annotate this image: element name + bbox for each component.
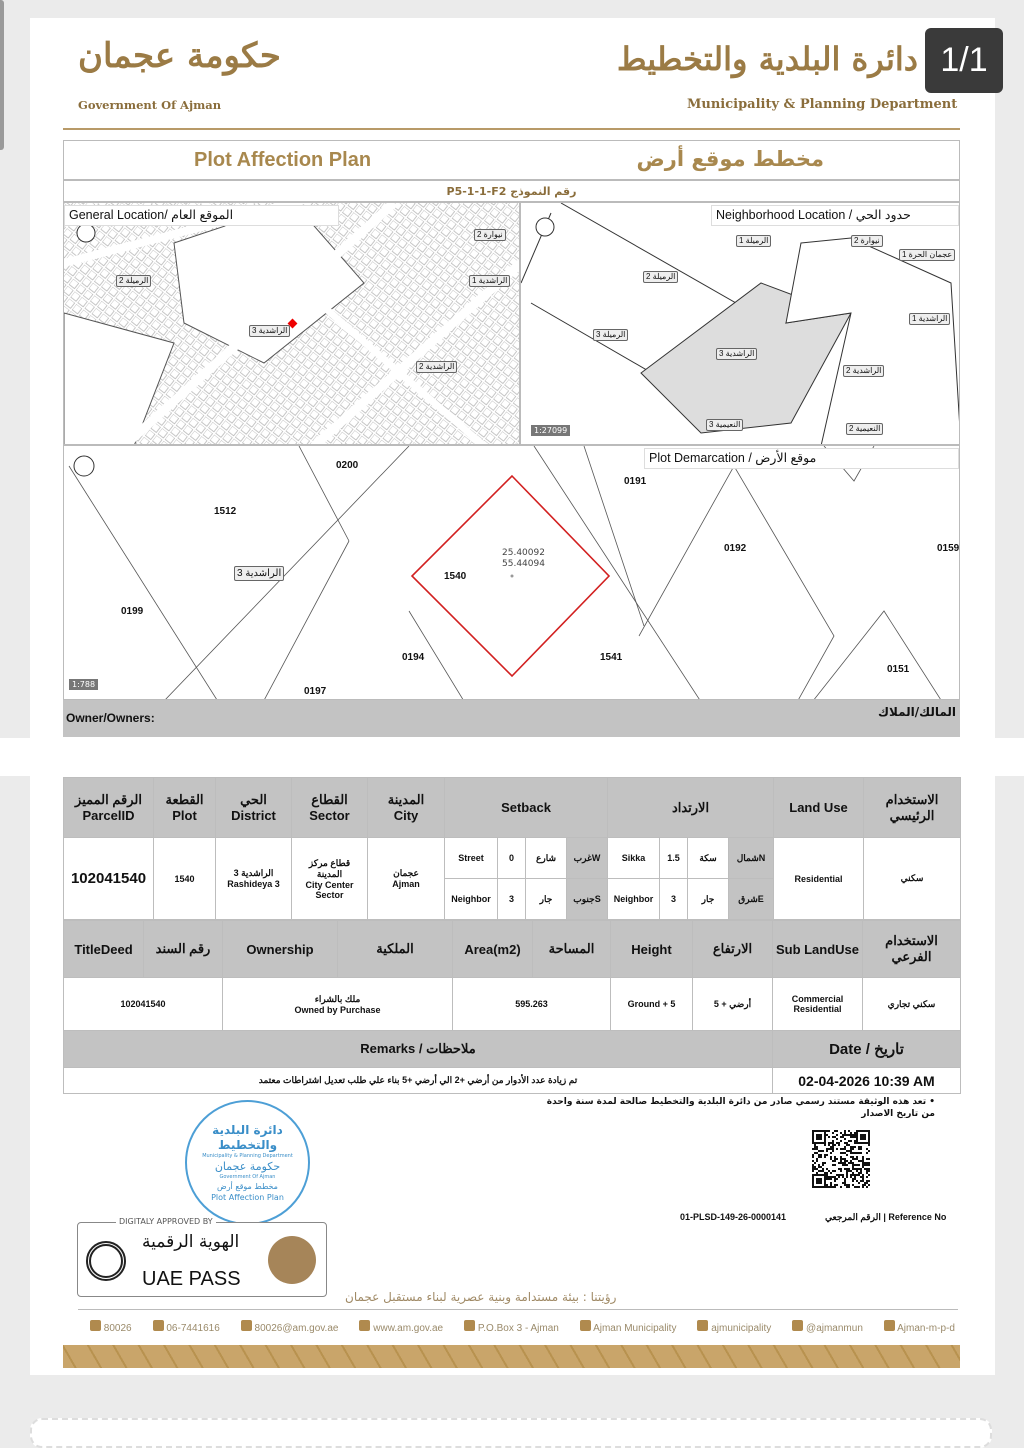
- youtube-icon: [697, 1320, 708, 1331]
- fax-icon: [153, 1320, 164, 1331]
- neighborhood-location-label: Neighborhood Location / حدود الحي: [711, 205, 959, 226]
- youtube-link[interactable]: ajmunicipality: [697, 1320, 771, 1334]
- plot-number: 1512: [214, 506, 237, 517]
- table-header-row: الرقم المميز ParcelID القطعة Plot الحي District القطاع Sector المدينة City Setback الارتداد Land Use الاستخدام الرئيسي: [64, 778, 961, 838]
- title-bar: [63, 140, 960, 180]
- map-scale: 1:27099: [531, 425, 570, 436]
- table-row: 102041540 ملك بالشراء Owned by Purchase 595.263 Ground + 5 أرضي + 5 Commercial Residential سكني تجاري: [64, 978, 961, 1031]
- property-table: [63, 920, 961, 1094]
- gold-seal-icon: [268, 1236, 316, 1284]
- map-tag: عجمان الحرة 1: [899, 249, 955, 261]
- title-ar: مخطط موقع أرض: [636, 147, 824, 171]
- uae-pass-ar: الهوية الرقمية: [142, 1232, 240, 1252]
- pobox-contact: P.O.Box 3 - Ajman: [464, 1320, 559, 1334]
- plot-number: 0194: [402, 652, 425, 663]
- map-tag: النعيمية 2: [846, 423, 883, 435]
- table-row: Neighbor 3 جار جنوبS Neighbor 3 جار شرقE: [64, 879, 961, 920]
- owner-label-en: Owner/Owners:: [66, 711, 155, 725]
- decorative-band: [63, 1345, 960, 1368]
- map-tag: نيوارة 2: [474, 229, 506, 241]
- dept-logo: دائرة البلدية والتخطيط: [616, 40, 918, 78]
- reference-number: 01-PLSD-149-26-0000141: [680, 1212, 787, 1222]
- phone-icon: [90, 1320, 101, 1331]
- neighborhood-location-map[interactable]: [520, 202, 960, 445]
- gov-logo: حكومة عجمان: [78, 36, 281, 76]
- remarks-row: تم زيادة عدد الأدوار من أرضي +2 الي أرضي +5 بناء علي طلب تعديل اشتراطات معتمد 02-04-2026 10:39 AM: [64, 1068, 961, 1094]
- uae-pass-en: UAE PASS: [142, 1268, 241, 1290]
- general-location-map[interactable]: [63, 202, 520, 445]
- contact-bar: [90, 1320, 955, 1334]
- fingerprint-icon: [86, 1241, 126, 1281]
- facebook-link[interactable]: Ajman Municipality: [580, 1320, 677, 1334]
- plot-number: 0200: [336, 460, 359, 471]
- phone-contact[interactable]: 80026: [90, 1320, 132, 1334]
- footer-divider: [78, 1309, 958, 1310]
- map-scale: 1:788: [69, 679, 98, 690]
- next-page-card[interactable]: [30, 1418, 992, 1448]
- vision-statement: رؤيتنا : بيئة مستدامة وبنية عصرية لبناء مستقبل عجمان: [345, 1290, 617, 1304]
- remarks-header-row: Remarks / ملاحظات Date / تاريخ: [64, 1031, 961, 1068]
- validity-note: • تعد هذه الوثيقة مستند رسمي صادر من دائرة البلدية والتخطيط صالحة لمدة سنة واحدة من تاريخ الاصدار: [546, 1097, 935, 1119]
- title-en: Plot Affection Plan: [194, 149, 372, 171]
- digitally-approved-label: DIGITALY APPROVED BY: [116, 1217, 216, 1227]
- instagram-icon: [884, 1320, 895, 1331]
- map-tag: الرميلة 2: [643, 271, 678, 283]
- map-tag: الرميلة 2: [116, 275, 151, 287]
- map-tag: الراشدية 2: [843, 365, 884, 377]
- map-tag: النعيمية 3: [706, 419, 743, 431]
- map-tag: الراشدية 1: [909, 313, 950, 325]
- mail-icon: [464, 1320, 475, 1331]
- qr-code: [812, 1130, 870, 1188]
- plot-demarcation-map[interactable]: [63, 445, 960, 700]
- form-number: P5-1-1-F2 رقم النموذج: [63, 180, 960, 202]
- instagram-link[interactable]: Ajman-m-p-d: [884, 1320, 955, 1334]
- header-divider: [63, 128, 960, 130]
- owner-header: [63, 700, 960, 737]
- owner-label-ar: المالك/الملاك: [877, 705, 956, 719]
- parcel-table: [63, 777, 961, 920]
- map-tag: نيوارة 2: [851, 235, 883, 247]
- map-tag: الراشدية 3: [716, 348, 757, 360]
- plot-number: 0159: [937, 543, 960, 554]
- map-tag: الراشدية 2: [416, 361, 457, 373]
- facebook-icon: [580, 1320, 591, 1331]
- twitter-link[interactable]: @ajmanmun: [792, 1320, 863, 1334]
- plot-number: 0191: [624, 476, 647, 487]
- map-tag: الراشدية 3: [249, 325, 290, 337]
- map-tag: الرميلة 1: [736, 235, 771, 247]
- gov-logo-en: Government Of Ajman: [78, 98, 222, 112]
- district-tag: الراشدية 3: [234, 566, 284, 581]
- uae-pass-badge: [77, 1217, 327, 1297]
- plot-number: 0197: [304, 686, 327, 697]
- redaction-smear: [0, 738, 1024, 776]
- plot-map-drawing: [64, 446, 960, 700]
- map-tag: الراشدية 1: [469, 275, 510, 287]
- reference-label: الرقم المرجعي | Reference No: [825, 1212, 947, 1222]
- dept-logo-en: Municipality & Planning Department: [687, 97, 958, 112]
- plot-demarcation-label: Plot Demarcation / موقع الأرض: [644, 448, 959, 469]
- previous-page-tab[interactable]: [0, 0, 4, 150]
- plot-number: 0192: [724, 543, 747, 554]
- page-counter: 1/1: [925, 28, 1003, 93]
- official-stamp: دائرة البلدية والتخطيط Municipality & Planning Department حكومة عجمان Government Of Ajman مخطط موقع أرض Plot Affection Plan: [185, 1100, 310, 1225]
- plot-coordinates: 25.40092 55.44094: [502, 548, 545, 569]
- plot-number: 0151: [887, 664, 910, 675]
- general-location-label: General Location/ الموقع العام: [64, 205, 339, 226]
- table-row: 102041540 1540 الراشدية 3 Rashideya 3 قطاع مركز المدينة City Center Sector عجمان Ajman Street 0 شارع غربW Sikka 1.5 سكة شمالN Residential سكني: [64, 838, 961, 879]
- plot-number-selected: 1540: [444, 571, 467, 582]
- web-icon: [359, 1320, 370, 1331]
- email-contact[interactable]: 80026@am.gov.ae: [241, 1320, 339, 1334]
- website-link[interactable]: www.am.gov.ae: [359, 1320, 443, 1334]
- twitter-icon: [792, 1320, 803, 1331]
- fax-contact[interactable]: 06-7441616: [153, 1320, 220, 1334]
- email-icon: [241, 1320, 252, 1331]
- table-header-row: TitleDeed رقم السند Ownership الملكية Area(m2) المساحة Height الارتفاع Sub LandUse الاستخدام الفرعي: [64, 921, 961, 978]
- plot-number: 0199: [121, 606, 144, 617]
- map-tag: الرميلة 3: [593, 329, 628, 341]
- plot-number: 1541: [600, 652, 623, 663]
